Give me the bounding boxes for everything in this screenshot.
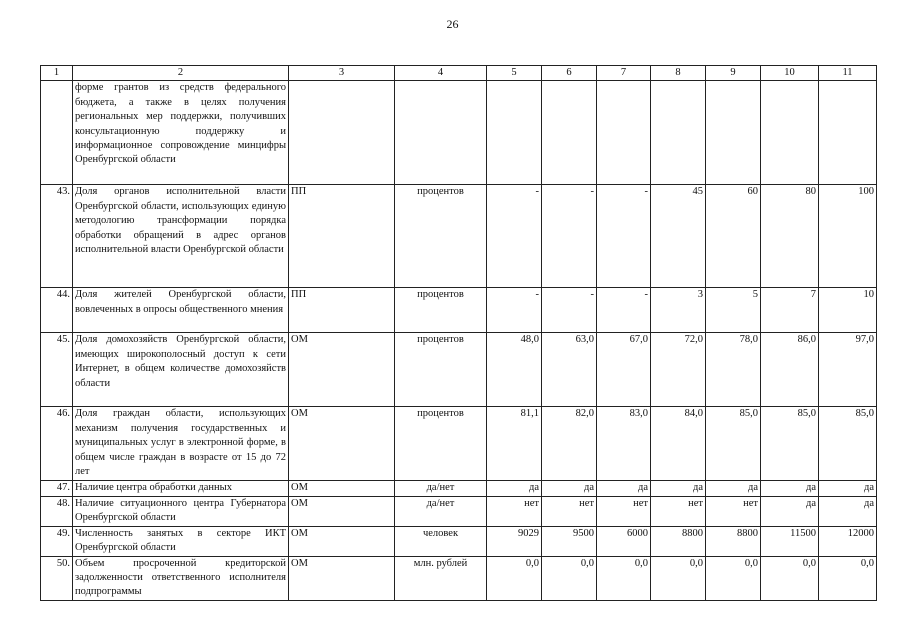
value-cell: нет	[487, 496, 542, 526]
value-cell	[761, 81, 819, 185]
indicator-description	[73, 407, 289, 481]
value-cell: 6000	[597, 526, 651, 556]
value-cell: 45	[651, 185, 706, 288]
table-row	[41, 526, 877, 556]
indicator-description	[73, 81, 289, 185]
indicator-type: ОМ	[289, 556, 395, 600]
unit-of-measure	[395, 81, 487, 185]
unit-of-measure: да/нет	[395, 496, 487, 526]
row-number: 43.	[41, 185, 73, 288]
table-row	[41, 288, 877, 333]
value-cell: 84,0	[651, 407, 706, 481]
value-cell: 12000	[819, 526, 877, 556]
indicator-type: ОМ	[289, 526, 395, 556]
row-number: 47.	[41, 481, 73, 496]
value-cell	[819, 81, 877, 185]
value-cell	[706, 81, 761, 185]
table-row	[41, 496, 877, 526]
indicator-description-text: Доля домохозяйств Оренбургской области, имеющих широкополосный доступ к сети Интернет, в общем количестве домохозяйств области	[75, 334, 286, 389]
value-cell: 100	[819, 185, 877, 288]
table-row	[41, 333, 877, 407]
indicator-description-text: форме грантов из средств федерального бюджета, а также в целях получения региональных мер поддержки, получивших консультационную поддержку и информационное сопровождение минцифры Оренбургской области	[75, 82, 286, 166]
column-header: 6	[542, 66, 597, 81]
indicators-table	[40, 65, 877, 601]
value-cell: -	[542, 288, 597, 333]
unit-of-measure: процентов	[395, 185, 487, 288]
value-cell: 5	[706, 288, 761, 333]
row-number: 46.	[41, 407, 73, 481]
column-header: 10	[761, 66, 819, 81]
indicator-type: ОМ	[289, 407, 395, 481]
value-cell: 0,0	[542, 556, 597, 600]
value-cell: 63,0	[542, 333, 597, 407]
value-cell: -	[487, 288, 542, 333]
indicator-type: ОМ	[289, 481, 395, 496]
value-cell	[542, 81, 597, 185]
value-cell: 8800	[651, 526, 706, 556]
value-cell: 10	[819, 288, 877, 333]
value-cell: да	[487, 481, 542, 496]
indicator-description-text: Наличие центра обработки данных	[75, 482, 232, 494]
column-header: 2	[73, 66, 289, 81]
value-cell: 81,1	[487, 407, 542, 481]
row-number	[41, 81, 73, 185]
indicator-description-text: Наличие ситуационного центра Губернатора Оренбургской области	[75, 497, 286, 524]
value-cell: 85,0	[706, 407, 761, 481]
value-cell: 80	[761, 185, 819, 288]
value-cell: 0,0	[597, 556, 651, 600]
indicator-type: ПП	[289, 288, 395, 333]
value-cell: да	[761, 496, 819, 526]
row-number: 49.	[41, 526, 73, 556]
indicator-description-text: Доля органов исполнительной власти Оренбургской области, использующих единую методологию трансформации порядка обработки обращений в адрес органов исполнительной власти Оренбургской области	[75, 186, 286, 256]
value-cell: нет	[597, 496, 651, 526]
value-cell: 97,0	[819, 333, 877, 407]
indicator-description	[73, 288, 289, 333]
indicator-description	[73, 185, 289, 288]
value-cell: да	[819, 496, 877, 526]
column-header: 11	[819, 66, 877, 81]
row-number: 45.	[41, 333, 73, 407]
value-cell	[651, 81, 706, 185]
page-number: 26	[446, 17, 459, 31]
value-cell: нет	[542, 496, 597, 526]
column-header: 8	[651, 66, 706, 81]
value-cell: 9500	[542, 526, 597, 556]
indicator-type: ОМ	[289, 333, 395, 407]
value-cell: 60	[706, 185, 761, 288]
value-cell: 0,0	[487, 556, 542, 600]
indicator-description-text: Объем просроченной кредиторской задолженности ответственного исполнителя подпрограммы	[75, 557, 286, 598]
value-cell: нет	[651, 496, 706, 526]
value-cell: 82,0	[542, 407, 597, 481]
value-cell: 11500	[761, 526, 819, 556]
value-cell: 86,0	[761, 333, 819, 407]
value-cell: да	[542, 481, 597, 496]
value-cell: нет	[706, 496, 761, 526]
value-cell: 85,0	[761, 407, 819, 481]
column-header: 9	[706, 66, 761, 81]
unit-of-measure: человек	[395, 526, 487, 556]
value-cell: да	[651, 481, 706, 496]
indicator-type	[289, 81, 395, 185]
row-number: 48.	[41, 496, 73, 526]
value-cell: -	[597, 288, 651, 333]
value-cell: 0,0	[651, 556, 706, 600]
value-cell: 3	[651, 288, 706, 333]
value-cell: 48,0	[487, 333, 542, 407]
unit-of-measure: процентов	[395, 407, 487, 481]
unit-of-measure: да/нет	[395, 481, 487, 496]
value-cell: да	[597, 481, 651, 496]
column-header: 7	[597, 66, 651, 81]
value-cell: 78,0	[706, 333, 761, 407]
table-row	[41, 185, 877, 288]
indicator-type: ОМ	[289, 496, 395, 526]
indicator-description	[73, 556, 289, 600]
column-header: 1	[41, 66, 73, 81]
unit-of-measure: млн. рублей	[395, 556, 487, 600]
value-cell: да	[761, 481, 819, 496]
column-header: 3	[289, 66, 395, 81]
value-cell: -	[597, 185, 651, 288]
value-cell: 8800	[706, 526, 761, 556]
value-cell: 7	[761, 288, 819, 333]
indicator-description	[73, 481, 289, 496]
value-cell: 83,0	[597, 407, 651, 481]
value-cell: да	[819, 481, 877, 496]
indicator-type: ПП	[289, 185, 395, 288]
value-cell: -	[542, 185, 597, 288]
value-cell: 0,0	[819, 556, 877, 600]
unit-of-measure: процентов	[395, 333, 487, 407]
value-cell: 72,0	[651, 333, 706, 407]
table-row	[41, 407, 877, 481]
row-number: 44.	[41, 288, 73, 333]
value-cell: да	[706, 481, 761, 496]
table-body	[41, 81, 877, 600]
indicator-description	[73, 333, 289, 407]
value-cell: 0,0	[761, 556, 819, 600]
table-row	[41, 556, 877, 600]
value-cell: 85,0	[819, 407, 877, 481]
row-number: 50.	[41, 556, 73, 600]
indicator-description-text: Доля граждан области, использующих механизм получения государственных и муниципальных услуг в электронной форме, в общем числе граждан в возрасте от 15 до 72 лет	[75, 408, 286, 478]
table-row	[41, 481, 877, 496]
table-row	[41, 81, 877, 185]
value-cell: -	[487, 185, 542, 288]
value-cell	[597, 81, 651, 185]
value-cell: 0,0	[706, 556, 761, 600]
indicator-description	[73, 496, 289, 526]
column-header: 4	[395, 66, 487, 81]
value-cell: 9029	[487, 526, 542, 556]
value-cell	[487, 81, 542, 185]
indicator-description-text: Численность занятых в секторе ИКТ Оренбургской области	[75, 527, 286, 554]
value-cell: 67,0	[597, 333, 651, 407]
unit-of-measure: процентов	[395, 288, 487, 333]
indicator-description	[73, 526, 289, 556]
header-row	[41, 66, 877, 81]
indicator-description-text: Доля жителей Оренбургской области, вовлеченных в опросы общественного мнения	[75, 289, 286, 315]
column-header: 5	[487, 66, 542, 81]
